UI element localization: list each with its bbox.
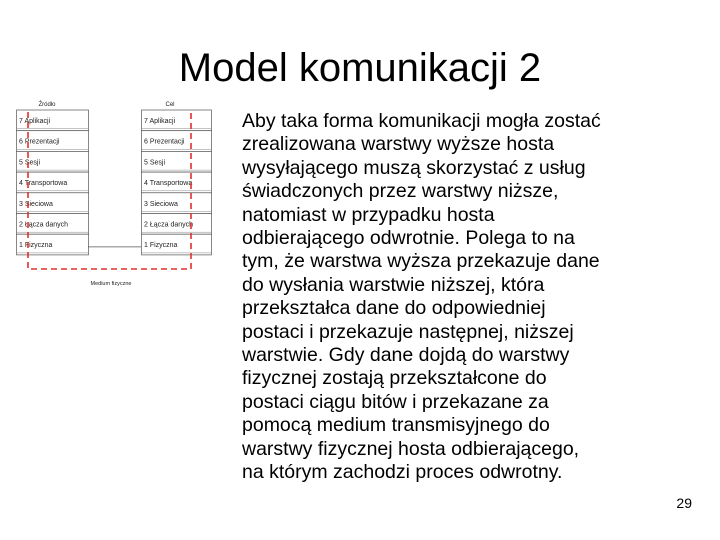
source-layer-label: 5 Sesji — [19, 159, 41, 167]
body-line: natomiast w przypadku hosta — [242, 203, 495, 226]
source-layer-label: 4 Transportowa — [19, 180, 68, 188]
body-line: postaci i przekazuje następnej, niższej — [242, 320, 574, 343]
body-line: do wysłania warstwie niższej, która — [242, 273, 545, 296]
body-line: na którym zachodzi proces odwrotny. — [242, 461, 563, 484]
slide-title: Model komunikacji 2 — [178, 46, 542, 90]
source-layer-label: 2 Łącza danych — [19, 221, 69, 229]
body-line: świadczonych przez warstwy niższe, — [242, 180, 559, 203]
body-line: odbierającego odwrotnie. Polega to na — [242, 227, 575, 250]
body-line: wysyłającego muszą skorzystać z usług — [242, 156, 586, 179]
destination-layer-label: 2 Łącza danych — [144, 221, 194, 229]
body-line: warstwie. Gdy dane dojdą do warstwy — [242, 344, 570, 367]
body-line: Aby taka forma komunikacji mogła zostać — [242, 110, 601, 132]
body-line: warstwy fizycznej hosta odbierającego, — [242, 437, 580, 460]
body-line: pomocą medium transmisyjnego do — [242, 414, 550, 437]
body-line: przekształca dane do odpowiedniej — [242, 297, 546, 320]
destination-layer-label: 6 Prezentacji — [144, 138, 185, 146]
physical-medium-label: Medium fizyczne — [90, 281, 132, 287]
source-layer-label: 3 Sieciowa — [19, 200, 53, 208]
destination-layer-label: 5 Sesji — [144, 159, 166, 167]
body-paragraph — [242, 110, 700, 485]
osi-diagram-svg — [16, 97, 216, 289]
source-layer-label: 6 Prezentacji — [19, 138, 60, 146]
body-line: postaci ciągu bitów i przekazane za — [242, 390, 549, 413]
source-layer-label: 7 Aplikacji — [19, 118, 51, 125]
destination-host-label: Cel — [165, 102, 175, 108]
source-layer-label: 1 Fizyczna — [19, 242, 53, 250]
source-host-label: Źródło — [38, 102, 56, 108]
body-line: tym, że warstwa wyższa przekazuje dane — [242, 250, 600, 273]
destination-layer-label: 7 Aplikacji — [144, 118, 176, 125]
page-number: 29 — [676, 495, 692, 511]
body-line: zrealizowana warstwy wyższe hosta — [242, 133, 555, 156]
osi-model-diagram — [16, 97, 216, 289]
destination-layer-label: 3 Sieciowa — [144, 200, 178, 208]
body-line: fizycznej zostają przekształcone do — [242, 367, 547, 390]
destination-layer-label: 4 Transportowa — [144, 180, 193, 188]
destination-layer-label: 1 Fizyczna — [144, 242, 178, 250]
